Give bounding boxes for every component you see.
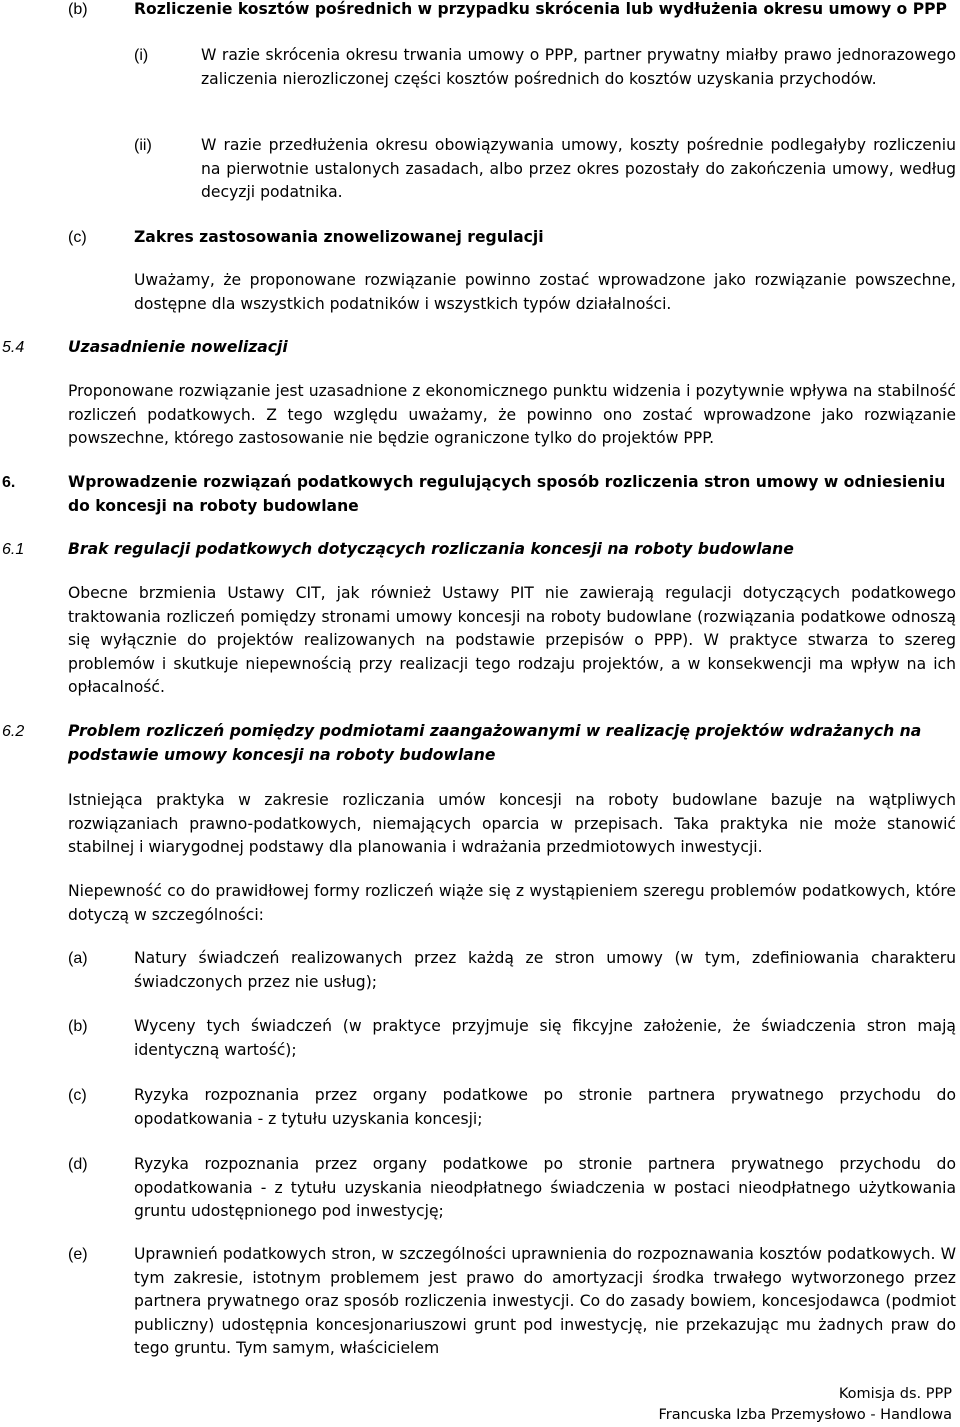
list-item-c-marker: (c)	[68, 1087, 87, 1104]
item-c-text: Uważamy, że proponowane rozwiązanie powinno zostać wprowadzone jako rozwiązanie powszechne, dostępne dla wszystkich podatników i wszystkich typów działalności.	[134, 271, 956, 313]
section-5-4-number: 5.4	[2, 339, 25, 356]
section-5-4-text: Proponowane rozwiązanie jest uzasadnione z ekonomicznego punktu widzenia i pozytywnie wpływa na stabilność rozliczeń podatkowych. Z tego względu uważamy, że powinno ono zostać wprowadzone jako rozwiązanie powszechne, którego zastosowanie nie będzie ograniczone tylko do projektów PPP.	[68, 382, 956, 447]
list-item-a-marker: (a)	[68, 950, 88, 967]
sub-ii-marker: (ii)	[134, 137, 152, 154]
section-6-1-title: Brak regulacji podatkowych dotyczących rozliczania koncesji na roboty budowlane	[68, 540, 794, 558]
list-item-b-text: Wyceny tych świadczeń (w praktyce przyjmuje się fikcyjne założenie, że świadczenia stron mają identyczną wartość);	[134, 1017, 956, 1059]
item-b-title: Rozliczenie kosztów pośrednich w przypadku skrócenia lub wydłużenia okresu umowy o PPP	[134, 0, 947, 18]
list-item-c-text: Ryzyka rozpoznania przez organy podatkowe po stronie partnera prywatnego przychodu do opodatkowania - z tytułu uzyskania koncesji;	[134, 1086, 956, 1128]
list-item-a-text: Natury świadczeń realizowanych przez każdą ze stron umowy (w tym, zdefiniowania charakteru świadczonych przez nie usług);	[134, 949, 956, 991]
item-c-marker: (c)	[68, 229, 87, 246]
item-c-title: Zakres zastosowania znowelizowanej regulacji	[134, 228, 544, 246]
footer-committee: Komisja ds. PPP	[838, 1386, 952, 1402]
list-item-d-marker: (d)	[68, 1156, 88, 1173]
section-6-2-title: Problem rozliczeń pomiędzy podmiotami zaangażowanymi w realizację projektów wdrażanych na podstawie umowy koncesji na roboty budowlane	[68, 722, 922, 764]
section-5-4-title: Uzasadnienie nowelizacji	[68, 338, 288, 356]
section-6-2-number: 6.2	[2, 723, 25, 740]
list-item-e-text: Uprawnień podatkowych stron, w szczególności uprawnienia do rozpoznawania kosztów podatkowych. W tym zakresie, istotnym problemem jest prawo do amortyzacji środka trwałego wytworzonego przez partnera prywatnego oraz sposób rozliczenia inwestycji. Co do zasady bowiem, koncesjodawca (podmiot publiczny) udostępnia koncesjonariuszowi grunt pod inwestycję, nie przekazując mu żadnych praw do tego gruntu. Tym samym, właścicielem	[134, 1245, 956, 1357]
section-6-number: 6.	[2, 474, 16, 491]
item-b-marker: (b)	[68, 1, 88, 18]
section-6-1-number: 6.1	[2, 541, 25, 558]
sub-i-text: W razie skrócenia okresu trwania umowy o PPP, partner prywatny miałby prawo jednorazowego zaliczenia nierozliczonej części kosztów pośrednich do kosztów uzyskania przychodów.	[201, 46, 956, 88]
section-6-2-para2: Niepewność co do prawidłowej formy rozliczeń wiąże się z wystąpieniem szeregu problemów podatkowych, które dotyczą w szczególności:	[68, 882, 956, 924]
list-item-d-text: Ryzyka rozpoznania przez organy podatkowe po stronie partnera prywatnego przychodu do opodatkowania - z tytułu uzyskania nieodpłatnego świadczenia w postaci nieodpłatnego użytkowania gruntu udostępnionego pod inwestycję;	[134, 1155, 956, 1220]
section-6-title: Wprowadzenie rozwiązań podatkowych regulujących sposób rozliczenia stron umowy w odniesieniu do koncesji na roboty budowlane	[68, 473, 946, 515]
section-6-1-text: Obecne brzmienia Ustawy CIT, jak również Ustawy PIT nie zawierają regulacji dotyczących podatkowego traktowania rozliczeń pomiędzy stronami umowy koncesji na roboty budowlane (rozwiązania podatkowe odnoszą się wyłącznie do projektów realizowanych na podstawie przepisów o PPP). W praktyce stwarza to szereg problemów i skutkuje niepewnością przy realizacji tego rodzaju projektów, a w konsekwencji ma wpływ na ich opłacalność.	[68, 584, 956, 696]
list-item-b-marker: (b)	[68, 1018, 88, 1035]
section-6-2-para1: Istniejąca praktyka w zakresie rozliczania umów koncesji na roboty budowlane bazuje na wątpliwych rozwiązaniach prawno-podatkowych, niemających oparcia w przepisach. Taka praktyka nie może stanowić stabilnej i wiarygodnej podstawy dla planowania i wdrażania przedmiotowych inwestycji.	[68, 791, 956, 856]
sub-ii-text: W razie przedłużenia okresu obowiązywania umowy, koszty pośrednie podlegałyby rozliczeniu na pierwotnie ustalonych zasadach, albo przez okres pozostały do zakończenia umowy, według decyzji podatnika.	[201, 136, 956, 201]
list-item-e-marker: (e)	[68, 1246, 88, 1263]
footer-chamber: Francuska Izba Przemysłowo - Handlowa	[658, 1407, 952, 1423]
sub-i-marker: (i)	[134, 47, 149, 64]
